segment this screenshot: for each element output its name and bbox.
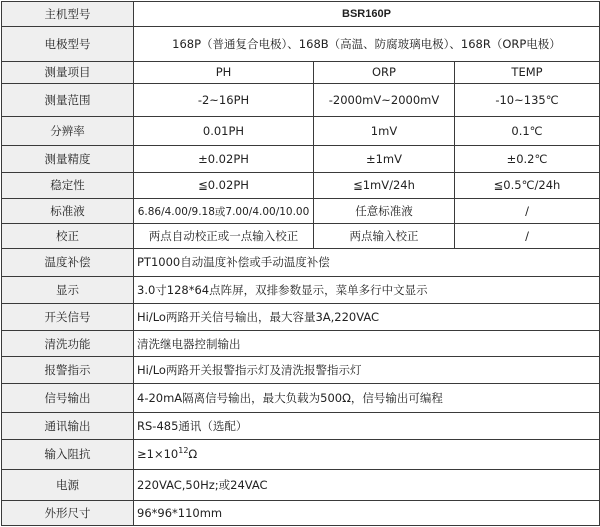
row-temp-compensation (2, 248, 600, 277)
row-measure-item (2, 61, 600, 84)
row-resolution (2, 117, 600, 146)
measure-range-temp: -10~135℃ (455, 84, 600, 117)
temp-compensation-value: PT1000自动温度补偿或手动温度补偿 (134, 248, 600, 277)
calibration-label: 校正 (2, 223, 134, 248)
row-switch-signal (2, 304, 600, 331)
calibration-ph: 两点自动校正或一点输入校正 (134, 223, 314, 248)
cleaning-value: 清洗继电器控制输出 (134, 330, 600, 357)
stability-label: 稳定性 (2, 172, 134, 199)
dimensions-value: 96*96*110mm (134, 501, 600, 526)
power-label: 电源 (2, 470, 134, 501)
row-accuracy (2, 145, 600, 172)
switch-signal-label: 开关信号 (2, 304, 134, 331)
measure-item-label: 测量项目 (2, 61, 134, 84)
power-value: 220VAC,50Hz;或24VAC (134, 470, 600, 501)
row-dimensions (2, 501, 600, 526)
resolution-temp: 0.1℃ (455, 117, 600, 146)
measure-item-temp: TEMP (455, 61, 600, 84)
comm-output-label: 通讯输出 (2, 412, 134, 439)
temp-compensation-label: 温度补偿 (2, 248, 134, 277)
row-host-model (2, 2, 600, 27)
electrode-model-label: 电极型号 (2, 26, 134, 61)
accuracy-orp: ±1mV (314, 145, 455, 172)
standard-solution-orp: 任意标准液 (314, 199, 455, 224)
alarm-label: 报警指示 (2, 357, 134, 384)
resolution-ph: 0.01PH (134, 117, 314, 146)
calibration-orp: 两点输入校正 (314, 223, 455, 248)
row-input-impedance (2, 439, 600, 470)
row-standard-solution (2, 199, 600, 224)
dimensions-label: 外形尺寸 (2, 501, 134, 526)
comm-output-value: RS-485通讯（选配） (134, 412, 600, 439)
input-impedance-prefix: ≥1×10 (137, 447, 179, 462)
accuracy-ph: ±0.02PH (134, 145, 314, 172)
row-power (2, 470, 600, 501)
row-measure-range (2, 84, 600, 117)
resolution-orp: 1mV (314, 117, 455, 146)
accuracy-temp: ±0.2℃ (455, 145, 600, 172)
host-model-value: BSR160P (134, 2, 600, 27)
switch-signal-value: Hi/Lo两路开关信号输出，最大容量3A,220VAC (134, 304, 600, 331)
signal-output-label: 信号输出 (2, 384, 134, 413)
row-alarm (2, 357, 600, 384)
row-stability (2, 172, 600, 199)
stability-ph: ≦0.02PH (134, 172, 314, 199)
calibration-temp: / (455, 223, 600, 248)
row-cleaning (2, 330, 600, 357)
input-impedance-exponent: 12 (178, 446, 189, 456)
measure-item-ph: PH (134, 61, 314, 84)
signal-output-value: 4-20mA隔离信号输出，最大负载为500Ω，信号输出可编程 (134, 384, 600, 413)
cleaning-label: 清洗功能 (2, 330, 134, 357)
stability-temp: ≦0.5℃/24h (455, 172, 600, 199)
input-impedance-value (134, 439, 600, 470)
standard-solution-ph: 6.86/4.00/9.18或7.00/4.00/10.00 (134, 199, 314, 224)
accuracy-label: 测量精度 (2, 145, 134, 172)
measure-range-orp: -2000mV~2000mV (314, 84, 455, 117)
display-label: 显示 (2, 277, 134, 304)
display-value: 3.0寸128*64点阵屏，双排参数显示，菜单多行中文显示 (134, 277, 600, 304)
measure-item-orp: ORP (314, 61, 455, 84)
row-signal-output (2, 384, 600, 413)
row-electrode-model (2, 26, 600, 61)
measure-range-label: 测量范围 (2, 84, 134, 117)
row-display (2, 277, 600, 304)
standard-solution-label: 标准液 (2, 199, 134, 224)
input-impedance-label: 输入阻抗 (2, 439, 134, 470)
standard-solution-temp: / (455, 199, 600, 224)
electrode-model-value: 168P（普通复合电极）、168B（高温、防腐玻璃电极）、168R（ORP电极） (134, 26, 600, 61)
row-calibration (2, 223, 600, 248)
stability-orp: ≦1mV/24h (314, 172, 455, 199)
alarm-value: Hi/Lo两路开关报警指示灯及清洗报警指示灯 (134, 357, 600, 384)
input-impedance-unit: Ω (188, 447, 198, 462)
measure-range-ph: -2~16PH (134, 84, 314, 117)
resolution-label: 分辨率 (2, 117, 134, 146)
row-comm-output (2, 412, 600, 439)
spec-table (1, 1, 600, 526)
host-model-label: 主机型号 (2, 2, 134, 27)
